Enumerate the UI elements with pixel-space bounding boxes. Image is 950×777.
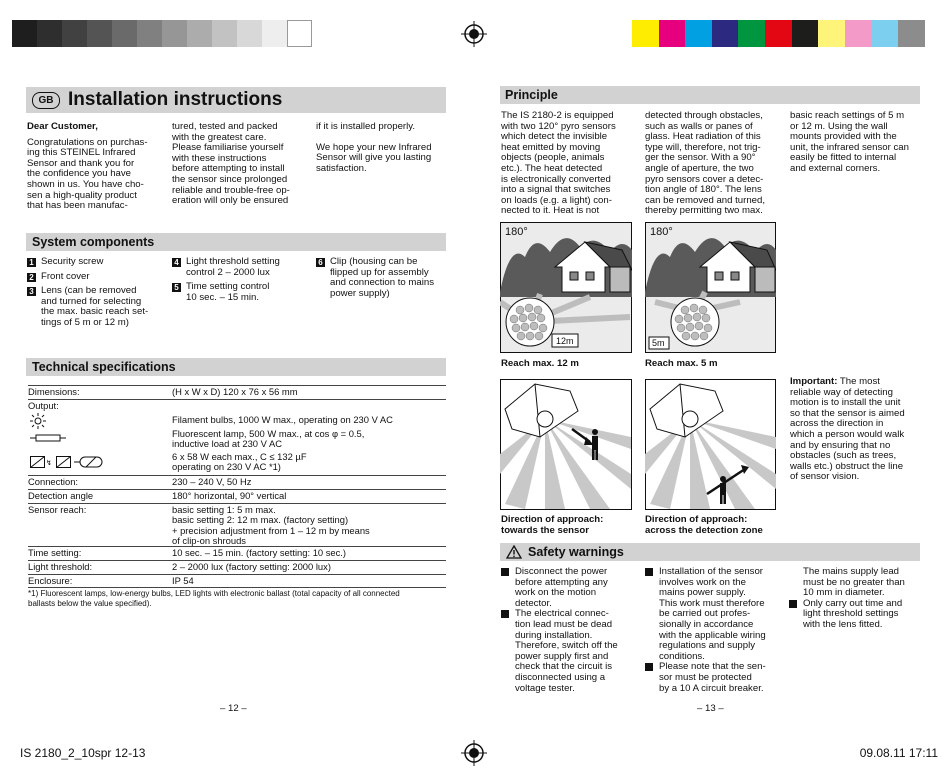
page-title: Installation instructions <box>68 89 283 110</box>
principle-banner <box>500 86 920 104</box>
text-line: such as walls or panes of <box>645 120 753 132</box>
color-swatch <box>818 20 845 47</box>
component-item-6 <box>316 257 451 299</box>
component-item-2 <box>27 272 167 283</box>
spec-value: (H x W x D) 120 x 76 x 56 mm <box>172 386 298 397</box>
text-line: Congratulations on purchas- <box>27 136 148 148</box>
safety-item <box>645 662 790 694</box>
text-line: tion angle of 180°. The lens <box>645 184 762 196</box>
system-components-heading: System components <box>32 235 155 249</box>
text-line: Fluorescent lamp, 500 W max., at cos φ = 0.5, <box>172 428 365 439</box>
component-number-badge: 4 <box>172 258 181 267</box>
reach-12m-illustration <box>500 222 632 353</box>
text-line: into a signal that switches <box>501 184 611 196</box>
spec-label: Enclosure: <box>28 575 73 586</box>
text-line: obstacles (such as trees, <box>790 450 897 462</box>
text-line: thereby permitting two max. <box>645 205 763 217</box>
color-swatch <box>237 20 262 47</box>
important-label: Important: <box>790 376 838 387</box>
page-number-left: – 12 – <box>220 703 247 714</box>
approach-across-illustration <box>645 379 776 510</box>
safety-column-1 <box>501 567 641 694</box>
text-line: basic reach settings of 5 m <box>790 110 905 121</box>
spec-value: 2 – 2000 lux (factory setting: 2000 lux) <box>172 561 331 572</box>
text-line: type will, therefore, not trig- <box>645 141 761 153</box>
color-swatch <box>632 20 659 47</box>
text-line: etc.). The heat detected <box>501 162 603 174</box>
text-line: pyro sensors cover a detec- <box>645 173 764 185</box>
technical-specifications-banner <box>26 358 446 376</box>
spec-value: 180° horizontal, 90° vertical <box>172 490 287 501</box>
text-line: objects (people, animals <box>501 152 605 164</box>
safety-line: detector. <box>515 597 552 609</box>
component-number-badge: 6 <box>316 258 325 267</box>
safety-line: with the applicable wiring <box>659 629 766 641</box>
text-line: is electronically converted <box>501 173 611 185</box>
component-label-line: tings of 5 m or 12 m) <box>41 316 129 328</box>
reach-12m-caption: Reach max. 12 m <box>501 358 579 369</box>
text-line: walls etc.) obstruct the line <box>790 460 904 472</box>
bullet-square-icon <box>789 600 797 608</box>
salutation: Dear Customer, <box>27 121 98 132</box>
text-line: of clip-on shrouds <box>172 535 246 547</box>
spec-value: IP 54 <box>172 575 194 586</box>
text-line: *1) Fluorescent lamps, low-energy bulbs, LED lights with electronic ballast (total capacity of all connected <box>28 589 400 598</box>
text-line: reliable and trouble-free op- <box>172 184 290 196</box>
warning-triangle-icon <box>506 545 522 559</box>
text-line: easily be fitted to internal <box>790 152 897 164</box>
safety-line: involves work on the <box>659 576 746 588</box>
text-line: across the direction in <box>790 418 884 430</box>
color-swatch <box>137 20 162 47</box>
text-line: that has been manufac- <box>27 200 128 212</box>
component-item-4 <box>172 257 312 278</box>
text-line: We hope your new Infrared <box>316 141 432 153</box>
text-line: 6 x 58 W each max., C ≤ 132 µF <box>172 451 307 462</box>
reach-tag: 5m <box>652 338 665 348</box>
safety-column-2 <box>645 567 790 694</box>
registration-mark-top-icon <box>461 21 487 47</box>
component-label-line: 10 sec. – 15 min. <box>186 291 260 303</box>
safety-line: by a 10 A circuit breaker. <box>659 682 764 694</box>
color-swatch <box>262 20 287 47</box>
component-label-line: Time setting control <box>186 281 270 293</box>
text-line: the confidence you have <box>27 168 132 180</box>
installation-instructions-banner <box>26 87 446 113</box>
color-swatch <box>87 20 112 47</box>
text-line: and by ensuring that no <box>790 439 891 451</box>
component-number-badge: 2 <box>27 273 36 282</box>
text-line: The IS 2180-2 is equipped <box>501 110 614 121</box>
spec-row-enclosure <box>28 575 446 588</box>
safety-warnings-banner <box>500 543 920 561</box>
safety-item <box>501 609 641 694</box>
component-label-line: the max. basic reach set- <box>41 306 149 318</box>
color-swatch <box>37 20 62 47</box>
safety-line: tion lead must be dead <box>515 618 613 630</box>
spec-row-time-setting <box>28 547 446 561</box>
text-line: eration will only be ensured <box>172 195 289 207</box>
system-components-banner <box>26 233 446 251</box>
important-first-line: The most <box>837 376 880 387</box>
safety-line: The electrical connec- <box>515 608 609 620</box>
text-line: with the greatest care. <box>172 131 267 143</box>
safety-line: This work must therefore <box>659 597 765 609</box>
filament-bulb-icon <box>30 413 46 429</box>
component-label-line: Security screw <box>41 256 104 267</box>
color-swatch <box>162 20 187 47</box>
registration-mark-bottom-icon <box>461 740 487 766</box>
principle-column-2 <box>645 111 787 217</box>
text-line: ing this STEINEL Infrared <box>27 147 136 159</box>
safety-line: during installation. <box>515 629 593 641</box>
text-line: with two 120° pyro sensors <box>501 120 616 132</box>
principle-column-3 <box>790 111 925 175</box>
text-line: Sensor and thank you for <box>27 157 135 169</box>
components-column-2 <box>172 257 312 307</box>
important-note <box>790 377 925 483</box>
safety-item <box>645 567 790 662</box>
spec-row-light-threshold <box>28 561 446 575</box>
spec-label: Output: <box>28 400 59 411</box>
safety-line: 10 mm in diameter. <box>803 587 885 599</box>
text-line: Sensor will give you lasting <box>316 152 432 164</box>
footer-right-info: 09.08.11 17:11 <box>859 746 938 760</box>
approach-towards-caption <box>501 515 603 536</box>
text-line: reliable way of detecting <box>790 386 893 398</box>
text-line: basic setting 1: 5 m max. <box>172 504 276 515</box>
color-swatch <box>62 20 87 47</box>
spec-value-filament: Filament bulbs, 1000 W max., operating on 230 V AC <box>172 414 393 425</box>
safety-warnings-heading: Safety warnings <box>528 545 624 559</box>
color-swatch <box>792 20 819 47</box>
safety-line: check that the circuit is <box>515 661 613 673</box>
text-line: Please familiarise yourself <box>172 142 284 154</box>
principle-column-1 <box>501 111 641 217</box>
text-line: Direction of approach: <box>645 514 748 525</box>
color-swatch <box>765 20 792 47</box>
text-line: mounts provided with the <box>790 131 897 143</box>
led-ballast-icon <box>30 455 114 469</box>
component-item-1 <box>27 257 167 268</box>
technical-specifications-heading: Technical specifications <box>32 360 176 374</box>
component-label-line: power supply) <box>330 287 390 299</box>
spec-row-connection <box>28 476 446 490</box>
reach-tag: 12m <box>556 336 574 346</box>
reach-5m-caption: Reach max. 5 m <box>645 358 718 369</box>
color-swatch <box>685 20 712 47</box>
safety-line: Please note that the sen- <box>659 661 766 673</box>
bullet-square-icon <box>501 568 509 576</box>
color-swatch <box>12 20 37 47</box>
component-label-line: Clip (housing can be <box>330 256 418 267</box>
safety-line: power supply first and <box>515 650 609 662</box>
color-swatch <box>712 20 739 47</box>
spec-footnote <box>28 589 448 609</box>
safety-line: before attempting any <box>515 576 608 588</box>
color-swatch <box>845 20 872 47</box>
safety-line: disconnected using a <box>515 671 606 683</box>
fluorescent-lamp-icon <box>30 433 66 443</box>
component-label-line: Lens (can be removed <box>41 285 137 297</box>
text-line: so that the sensor is aimed <box>790 407 905 419</box>
safety-line: Disconnect the power <box>515 566 608 577</box>
color-swatch <box>112 20 137 47</box>
spec-row-output <box>28 400 446 476</box>
color-swatch <box>212 20 237 47</box>
text-line: which a person would walk <box>790 428 905 440</box>
safety-line: Installation of the sensor <box>659 566 763 577</box>
text-line: if it is installed properly. <box>316 121 415 132</box>
text-line: nected to it. Heat is not <box>501 205 600 217</box>
safety-line: work on the motion <box>515 587 597 599</box>
text-line: satisfaction. <box>316 162 367 174</box>
text-line: Direction of approach: <box>501 514 604 525</box>
text-line: + precision adjustment from 1 – 12 m by means <box>172 524 370 536</box>
text-line: and external corners. <box>790 162 881 174</box>
safety-line: regulations and supply <box>659 640 756 652</box>
text-line: sen a high-quality product <box>27 189 137 201</box>
spec-value-fluorescent <box>172 429 364 450</box>
safety-line: Therefore, switch off the <box>515 640 618 652</box>
safety-item <box>501 567 641 609</box>
text-line: tured, tested and packed <box>172 121 278 132</box>
spec-label: Connection: <box>28 476 79 487</box>
spec-value: 230 – 240 V, 50 Hz <box>172 476 252 487</box>
safety-line: sor must be protected <box>659 671 752 683</box>
bullet-square-icon <box>645 663 653 671</box>
intro-column-3 <box>316 122 451 174</box>
color-swatch <box>738 20 765 47</box>
safety-line: mains power supply. <box>659 587 746 599</box>
text-line: of sensor vision. <box>790 471 860 483</box>
spec-label: Time setting: <box>28 547 82 558</box>
approach-towards-illustration <box>500 379 632 510</box>
text-line: detected through obstacles, <box>645 110 763 121</box>
component-label-line: control 2 – 2000 lux <box>186 266 270 278</box>
safety-line: voltage tester. <box>515 682 575 694</box>
safety-line: be carried out profes- <box>659 608 751 620</box>
approach-across-caption <box>645 515 763 536</box>
text-line: on loads (e.g. a light) con- <box>501 194 612 206</box>
color-swatch <box>871 20 898 47</box>
spec-label: Dimensions: <box>28 386 80 397</box>
safety-item <box>789 599 929 631</box>
intro-column-2 <box>172 122 312 207</box>
safety-line: light threshold settings <box>803 608 899 620</box>
angle-label: 180° <box>505 226 528 238</box>
spec-label: Light threshold: <box>28 561 93 572</box>
safety-line: sionally in accordance <box>659 618 754 630</box>
spec-value-led <box>172 452 307 473</box>
component-number-badge: 3 <box>27 287 36 296</box>
color-swatch <box>898 20 925 47</box>
safety-line: The mains supply lead <box>803 566 899 577</box>
text-line: before attempting to install <box>172 163 285 175</box>
text-line: ger the sensor. With a 90° <box>645 152 756 164</box>
footer-left-info: IS 2180_2_10spr 12-13 <box>20 746 146 760</box>
text-line: basic setting 2: 12 m max. (factory setting) <box>172 514 349 526</box>
text-line: heat emitted by moving <box>501 141 601 153</box>
text-line: the sensor since prolonged <box>172 173 288 185</box>
text-line: across the detection zone <box>645 524 763 536</box>
text-line: with these instructions <box>172 152 267 164</box>
principle-heading: Principle <box>505 88 558 102</box>
safety-line: must be no greater than <box>803 576 905 588</box>
component-label-line: Light threshold setting <box>186 256 280 267</box>
text-line: towards the sensor <box>501 524 589 536</box>
spec-row-sensor-reach <box>28 504 446 547</box>
intro-column-1 <box>27 122 167 212</box>
text-line: angle of aperture, the two <box>645 162 754 174</box>
text-line: inductive load at 230 V AC <box>172 438 282 450</box>
text-line: shown in us. You have cho- <box>27 178 144 190</box>
component-item-3 <box>27 286 167 328</box>
svg-text:↯: ↯ <box>46 459 52 467</box>
reach-5m-illustration <box>645 222 776 353</box>
spec-value <box>172 505 370 547</box>
component-item-5 <box>172 282 312 303</box>
spec-row-detection-angle <box>28 490 446 504</box>
safety-column-3 <box>789 567 929 631</box>
color-swatch <box>659 20 686 47</box>
safety-line: Only carry out time and <box>803 597 903 609</box>
component-label-line: and turned for selecting <box>41 295 142 307</box>
text-line: which detect the invisible <box>501 131 608 143</box>
component-label-line: flipped up for assembly <box>330 266 429 278</box>
components-column-1 <box>27 257 167 333</box>
spec-value: 10 sec. – 15 min. (factory setting: 10 sec.) <box>172 547 347 558</box>
safety-line: conditions. <box>659 650 705 662</box>
safety-item-continued <box>789 567 929 599</box>
text-line: can be removed and turned, <box>645 194 766 206</box>
language-badge: GB <box>32 92 60 109</box>
text-line: motion is to install the unit <box>790 397 901 409</box>
color-swatch <box>187 20 212 47</box>
component-label-line: and connection to mains <box>330 277 434 289</box>
text-line: glass. Heat radiation of this <box>645 131 761 143</box>
text-line: unit, the infrared sensor can <box>790 141 909 153</box>
color-swatch <box>287 20 312 47</box>
page-number-right: – 13 – <box>697 703 724 714</box>
spec-label: Sensor reach: <box>28 504 87 515</box>
text-line: operating on 230 V AC *1) <box>172 461 281 473</box>
bullet-square-icon <box>501 610 509 618</box>
safety-line: with the lens fitted. <box>803 618 883 630</box>
angle-label: 180° <box>650 226 673 238</box>
spec-row-dimensions <box>28 386 446 400</box>
text-line: or 12 m. Using the wall <box>790 120 888 132</box>
components-column-3 <box>316 257 451 303</box>
component-label-line: Front cover <box>41 270 90 282</box>
bullet-square-icon <box>645 568 653 576</box>
text-line: ballasts below the value specified). <box>28 599 152 608</box>
component-number-badge: 1 <box>27 258 36 267</box>
spec-label: Detection angle <box>28 490 94 501</box>
component-number-badge: 5 <box>172 283 181 292</box>
